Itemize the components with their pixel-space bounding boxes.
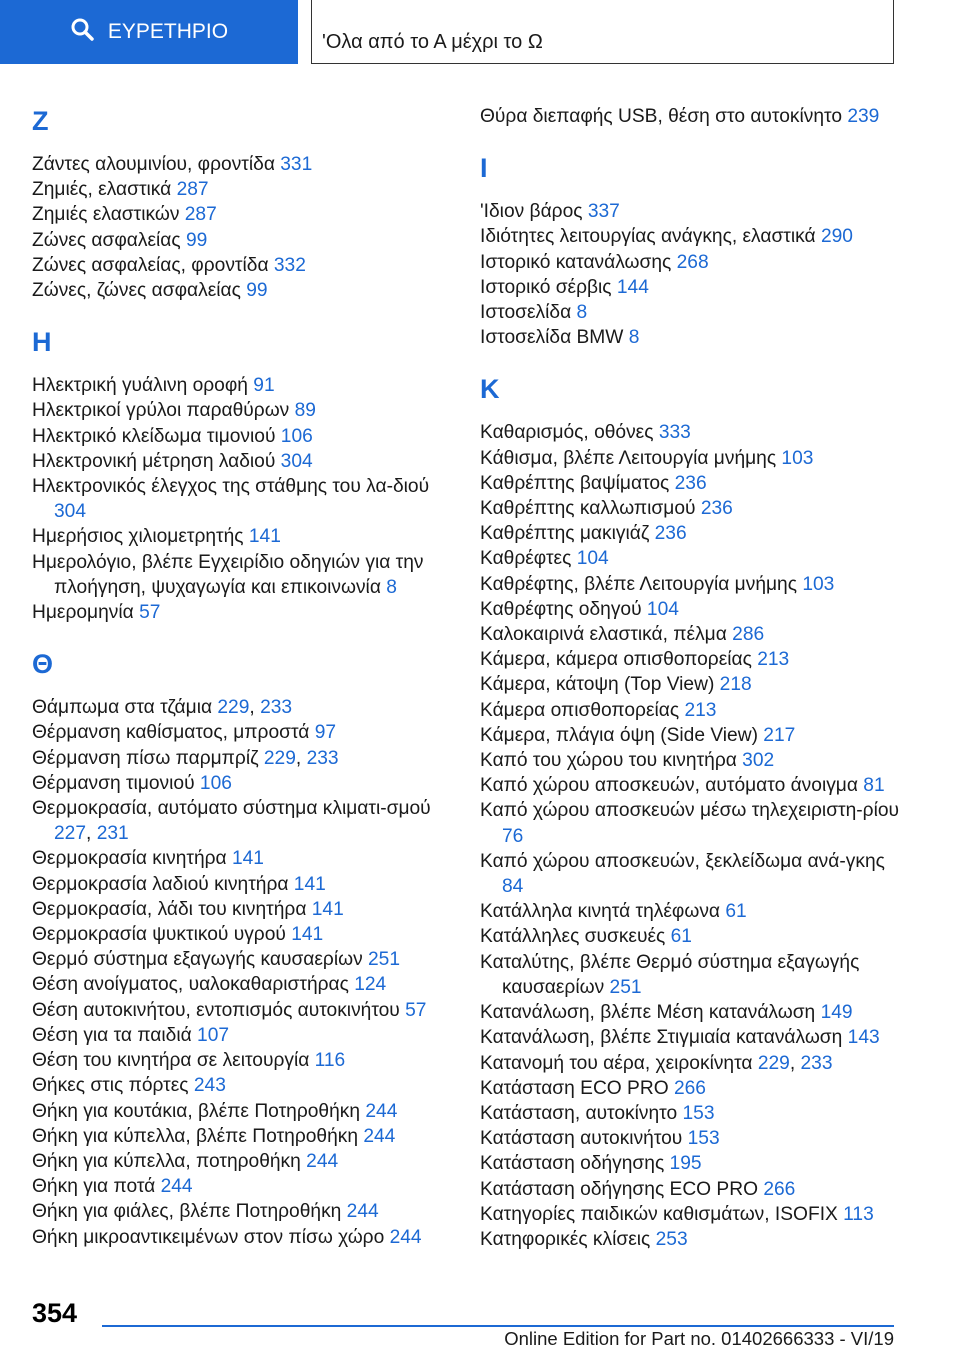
footer-divider (102, 1325, 894, 1327)
index-entry-text: Ηλεκτρική γυάλινη οροφή (32, 375, 254, 397)
index-entry (480, 773, 900, 798)
page-link[interactable]: 331 (280, 154, 313, 175)
index-entry-text: Ζημιές, ελαστικά (32, 179, 177, 201)
page-link[interactable]: 244 (306, 1150, 339, 1172)
page-link[interactable]: 287 (184, 204, 217, 226)
page-link[interactable]: 244 (389, 1226, 422, 1248)
index-entry (480, 1025, 900, 1050)
index-entry (480, 597, 900, 622)
page-link[interactable]: 76 (502, 825, 524, 847)
page-link[interactable]: 103 (802, 573, 835, 595)
index-entry (480, 104, 900, 129)
index-entry-text: Καπό χώρου αποσκευών μέσω τηλεχειριστη-ρίου (480, 800, 900, 822)
page-link[interactable]: 233 (306, 747, 339, 769)
page-link[interactable]: 61 (725, 901, 747, 923)
index-entry-text: Κατάσταση, αυτοκίνητο (480, 1102, 683, 1124)
index-entry (32, 1149, 452, 1174)
index-entry (480, 1202, 900, 1227)
page-link[interactable]: 89 (294, 400, 316, 422)
index-entry (32, 152, 452, 177)
page-link[interactable]: 244 (363, 1125, 396, 1147)
index-entry (480, 471, 900, 496)
page-link[interactable]: 116 (314, 1050, 346, 1072)
index-entry-text: Ιστορικό σέρβις (480, 276, 617, 298)
index-entry (480, 521, 900, 546)
index-entry-text: Καθρέπτης βαψίματος (480, 472, 675, 494)
page-link[interactable]: 244 (346, 1201, 379, 1223)
page-link[interactable]: 153 (687, 1128, 720, 1150)
index-entry (32, 796, 452, 846)
index-entry (32, 600, 452, 625)
page-separator: , (789, 1052, 801, 1074)
index-entry (480, 546, 900, 571)
page-link[interactable]: 103 (781, 447, 814, 469)
page-link[interactable]: 8 (386, 576, 397, 598)
page-separator: , (249, 697, 261, 719)
index-entry (480, 1076, 900, 1101)
index-entry (32, 550, 452, 600)
index-entry (32, 1225, 452, 1250)
index-entry-text: Θήκη για κύπελλα, ποτηροθήκη (32, 1150, 307, 1172)
page-link[interactable]: 213 (757, 649, 790, 671)
index-entry-text: Κατάλληλες συσκευές (480, 926, 671, 948)
index-entry-text: Κατηγορίες παιδικών καθισμάτων, ISOFIX (480, 1203, 844, 1225)
index-entry-text: Κατάσταση αυτοκινήτου (480, 1128, 688, 1150)
index-entry-text: Θέση για τα παιδιά (32, 1024, 198, 1046)
page-link[interactable]: 217 (763, 724, 796, 746)
page-link[interactable]: 268 (676, 251, 709, 273)
page-link[interactable]: 144 (616, 276, 649, 298)
index-column-left (32, 96, 452, 1250)
index-entry (32, 177, 452, 202)
index-entry-text: Θερμοκρασία, λάδι του κινητήρα (32, 898, 312, 920)
index-entry (480, 723, 900, 748)
index-entry-text: Ηλεκτρικό κλείδωμα τιμονιού (32, 425, 281, 447)
index-entry-text: Ηλεκτρονικός έλεγχος της στάθμης του λα-διού (32, 476, 430, 498)
index-entry-text: Ημερολόγιο, βλέπε Εγχειρίδιο οδηγιών για την πλοήγηση, ψυχαγωγία και επικοινωνία (32, 551, 424, 598)
page-link[interactable]: 106 (199, 772, 232, 794)
page-link[interactable]: 243 (193, 1075, 226, 1097)
index-entry-text: Καθρέπτης καλλωπισμού (480, 498, 701, 520)
page-link[interactable]: 290 (820, 226, 853, 248)
index-entry-text: Κατάσταση οδήγησης (480, 1153, 670, 1175)
index-entry (32, 922, 452, 947)
index-entry-text: Καταλύτης, βλέπε Θερμό σύστημα εξαγωγής καυσαερίων (480, 951, 860, 998)
index-entry-text: Ιστοσελίδα (480, 302, 577, 324)
page-separator: , (295, 747, 307, 769)
index-entry (32, 449, 452, 474)
page-link[interactable]: 91 (253, 375, 275, 397)
index-entry-text: Καθρέπτης μακιγιάζ (480, 523, 655, 545)
index-entry-text: Θύρα διεπαφής USB, θέση στο αυτοκίνητο (480, 106, 848, 127)
index-entry (480, 1101, 900, 1126)
index-entry-text: Ζώνες, ζώνες ασφαλείας (32, 280, 247, 302)
index-entry-text: Θήκη για φιάλες, βλέπε Ποτηροθήκη (32, 1201, 347, 1223)
index-entry-text: Θέση του κινητήρα σε λειτουργία (32, 1050, 315, 1072)
index-entry (480, 199, 900, 224)
index-letter-heading: Θ (32, 649, 54, 680)
index-entry-text: Κάμερα, κάμερα οπισθοπορείας (480, 649, 758, 671)
index-entry-text: Θήκη για ποτά (32, 1176, 161, 1198)
index-entry-text: Καπό χώρου αποσκευών, αυτόματο άνοιγμα (480, 775, 864, 797)
page-link[interactable]: 57 (139, 602, 161, 624)
index-entry-text: Θήκες στις πόρτες (32, 1075, 194, 1097)
index-entry (32, 771, 452, 796)
index-entry-text: Θέρμανση τιμονιού (32, 772, 200, 794)
index-entry (32, 398, 452, 423)
index-entry-text: Θήκη για κύπελλα, βλέπε Ποτηροθήκη (32, 1125, 364, 1147)
index-label: ΕΥΡΕΤΗΡΙΟ (107, 20, 229, 43)
index-entry-text: Θερμοκρασία, αυτόματο σύστημα κλιματι-σμού (32, 798, 431, 820)
page-link[interactable]: 233 (800, 1052, 833, 1074)
index-entry-text: Κάμερα οπισθοπορείας (480, 699, 685, 721)
page-link[interactable]: 81 (863, 775, 885, 797)
page-link[interactable]: 266 (673, 1077, 706, 1099)
index-entry (32, 1048, 452, 1073)
page-link[interactable]: 61 (670, 926, 692, 948)
page-link[interactable]: 236 (700, 498, 733, 520)
page-link[interactable]: 337 (587, 201, 620, 223)
page-link[interactable]: 213 (684, 699, 717, 721)
index-entry (480, 325, 900, 350)
page-link[interactable]: 84 (502, 876, 524, 898)
index-entry-text: Ιστοσελίδα BMW (480, 327, 629, 349)
page-link[interactable]: 229 (263, 747, 296, 769)
index-entry (480, 1227, 900, 1252)
index-entry-text: Θερμοκρασία κινητήρα (32, 848, 232, 870)
page-link[interactable]: 333 (658, 422, 691, 444)
page-link[interactable]: 141 (291, 924, 324, 946)
index-entry (32, 695, 452, 720)
index-entry-text: Θέση αυτοκινήτου, εντοπισμός αυτοκινήτου (32, 999, 406, 1021)
page-separator: , (86, 823, 97, 845)
page-link[interactable]: 97 (314, 722, 337, 744)
index-entry (32, 228, 452, 253)
index-entry (480, 224, 900, 249)
index-entry (480, 300, 900, 325)
index-entry-text: Θερμοκρασία ψυκτικού υγρού (32, 924, 292, 946)
index-entry (480, 798, 900, 848)
page-link[interactable]: 251 (609, 976, 642, 998)
index-entry-text: Κατανομή του αέρα, χειροκίνητα (480, 1052, 758, 1074)
index-entry (32, 1073, 452, 1098)
page-link[interactable]: 124 (354, 974, 387, 996)
index-entry (480, 672, 900, 697)
index-entry (32, 278, 452, 303)
index-entry-text: Ζώνες ασφαλείας, φροντίδα (32, 254, 274, 276)
page-link[interactable]: 141 (231, 848, 264, 870)
page-link[interactable]: 104 (646, 598, 679, 620)
index-entry-text: Κατανάλωση, βλέπε Στιγμιαία κατανάλωση (480, 1027, 848, 1049)
index-entry-text: 'Ιδιον βάρος (480, 201, 588, 223)
index-entry-text: Θερμοκρασία λαδιού κινητήρα (32, 873, 294, 895)
index-entry-text: Κατηφορικές κλίσεις (480, 1228, 656, 1250)
index-entry (32, 746, 452, 771)
index-entry (32, 972, 452, 997)
index-entry-text: Καθαρισμός, οθόνες (480, 422, 659, 444)
index-entry (32, 474, 452, 524)
index-entry (480, 420, 900, 445)
index-entry (480, 1000, 900, 1025)
page-link[interactable]: 229 (217, 697, 250, 719)
page-link[interactable]: 239 (847, 106, 880, 127)
page-link[interactable]: 195 (669, 1153, 702, 1175)
page-link[interactable]: 141 (248, 526, 281, 548)
index-entry (480, 496, 900, 521)
page-link[interactable]: 233 (260, 697, 293, 719)
index-entry-text: Ιστορικό κατανάλωσης (480, 251, 677, 273)
page-link[interactable]: 113 (843, 1203, 874, 1225)
index-entry-text: Ημερήσιος χιλιομετρητής (32, 526, 249, 548)
page-link[interactable]: 251 (368, 949, 401, 971)
page-link[interactable]: 149 (820, 1002, 853, 1024)
index-entry (480, 622, 900, 647)
page-link[interactable]: 266 (763, 1178, 796, 1200)
page-link[interactable]: 231 (96, 823, 129, 845)
search-icon (70, 17, 108, 47)
index-entry-text: Ζάντες αλουμινίου, φροντίδα (32, 154, 281, 175)
index-entry-text: Ημερομηνία (32, 602, 140, 624)
section-title: 'Ολα από το Α μέχρι το Ω (311, 0, 894, 64)
index-entry (32, 253, 452, 278)
page-link[interactable]: 153 (682, 1102, 715, 1124)
index-entry-text: Ζημιές ελαστικών (32, 204, 185, 226)
index-entry (32, 524, 452, 549)
index-entry (32, 1174, 452, 1199)
page-link[interactable]: 304 (54, 501, 87, 523)
page-link[interactable]: 104 (576, 548, 609, 570)
index-letter-heading: Z (32, 106, 49, 136)
index-entry (480, 1126, 900, 1151)
page-link[interactable]: 332 (273, 254, 306, 276)
index-entry-text: Θέση ανοίγματος, υαλοκαθαριστήρας (32, 974, 355, 996)
index-entry-text: Ηλεκτρονική μέτρηση λαδιού (32, 450, 281, 472)
index-entry (32, 1099, 452, 1124)
index-entry (32, 998, 452, 1023)
index-entry-text: Καπό του χώρου του κινητήρα (480, 750, 743, 772)
page-link[interactable]: 236 (654, 523, 687, 545)
index-entry (32, 202, 452, 227)
index-search-button[interactable] (0, 0, 298, 64)
index-entry-text: Κάμερα, κάτοψη (Top View) (480, 674, 720, 696)
index-entry (32, 872, 452, 897)
top-bar (0, 0, 960, 66)
index-letter-heading: K (480, 374, 500, 405)
index-entry-text: Κάθισμα, βλέπε Λειτουργία μνήμης (480, 447, 782, 469)
index-entry (32, 897, 452, 922)
index-entry (32, 947, 452, 972)
index-entry-text: Θέρμανση πίσω παρμπρίζ (32, 747, 264, 769)
index-entry (480, 1051, 900, 1076)
index-entry (480, 1177, 900, 1202)
index-entry (32, 720, 452, 745)
edition-note: Online Edition for Part no. 01402666333 - VI/19 (504, 1328, 894, 1349)
index-entry (480, 275, 900, 300)
page-link[interactable]: 143 (847, 1027, 880, 1049)
page-link[interactable]: 141 (293, 873, 326, 895)
page-number: 354 (32, 1298, 78, 1328)
index-entry (480, 1151, 900, 1176)
index-entry-text: Θάμπωμα στα τζάμια (32, 697, 218, 719)
index-letter-heading: H (32, 327, 52, 358)
page-link[interactable]: 57 (405, 999, 427, 1021)
index-entry (480, 748, 900, 773)
page-link[interactable]: 141 (311, 898, 344, 920)
index-entry-text: Θέρμανση καθίσματος, μπροστά (32, 722, 315, 744)
index-entry (480, 899, 900, 924)
index-entry (32, 846, 452, 871)
index-entry (32, 1023, 452, 1048)
page-link[interactable]: 244 (160, 1176, 193, 1198)
index-entry (32, 1199, 452, 1224)
index-entry-text: Ηλεκτρικοί γρύλοι παραθύρων (32, 400, 295, 422)
index-entry-text: Θήκη για κουτάκια, βλέπε Ποτηροθήκη (32, 1100, 366, 1122)
index-entry (480, 924, 900, 949)
index-entry-text: Καθρέφτες (480, 548, 577, 570)
page-link[interactable]: 236 (674, 472, 707, 494)
page-link[interactable]: 99 (185, 229, 208, 251)
page-link[interactable]: 8 (628, 327, 640, 349)
index-entry (480, 849, 900, 899)
page-link[interactable]: 244 (365, 1100, 398, 1122)
index-entry-text: Ζώνες ασφαλείας (32, 229, 186, 251)
index-entry-text: Κάμερα, πλάγια όψη (Side View) (480, 724, 764, 746)
page-link[interactable]: 253 (655, 1228, 688, 1250)
index-entry (32, 373, 452, 398)
index-entry (480, 572, 900, 597)
page-link[interactable]: 99 (246, 280, 268, 302)
index-entry (32, 424, 452, 449)
index-entry-text: Θήκη μικροαντικειμένων στον πίσω χώρο (32, 1226, 390, 1248)
index-entry-text: Καλοκαιρινά ελαστικά, πέλμα (480, 624, 733, 646)
index-entry-text: Θερμό σύστημα εξαγωγής καυσαερίων (32, 949, 369, 971)
index-letter-heading: I (480, 153, 488, 184)
index-column-right (480, 104, 900, 1252)
page-link[interactable]: 229 (757, 1052, 790, 1074)
page-link[interactable]: 218 (719, 674, 752, 696)
index-entry-text: Κατάσταση ECO PRO (480, 1077, 674, 1099)
index-entry (480, 698, 900, 723)
index-entry-text: Καθρέφτης, βλέπε Λειτουργία μνήμης (480, 573, 803, 595)
index-entry-text: Καθρέφτης οδηγού (480, 598, 647, 620)
index-entry (480, 950, 900, 1000)
page-link[interactable]: 227 (54, 823, 87, 845)
index-entry (32, 1124, 452, 1149)
page-link[interactable]: 106 (280, 425, 313, 447)
index-entry-text: Ιδιότητες λειτουργίας ανάγκης, ελαστικά (480, 226, 821, 248)
index-entry (480, 446, 900, 471)
index-entry-text: Κατανάλωση, βλέπε Μέση κατανάλωση (480, 1002, 821, 1024)
page-link[interactable]: 107 (197, 1024, 230, 1046)
page-link[interactable]: 304 (280, 450, 313, 472)
index-entry (480, 647, 900, 672)
page-link[interactable]: 286 (732, 624, 765, 646)
index-entry-text: Καπό χώρου αποσκευών, ξεκλείδωμα ανά-γκης (480, 850, 885, 872)
index-entry-text: Κατάλληλα κινητά τηλέφωνα (480, 901, 726, 923)
index-entry-text: Κατάσταση οδήγησης ECO PRO (480, 1178, 764, 1200)
index-entry (480, 250, 900, 275)
page-link[interactable]: 8 (576, 302, 588, 324)
page-link[interactable]: 287 (176, 179, 209, 201)
page-link[interactable]: 302 (742, 750, 775, 772)
